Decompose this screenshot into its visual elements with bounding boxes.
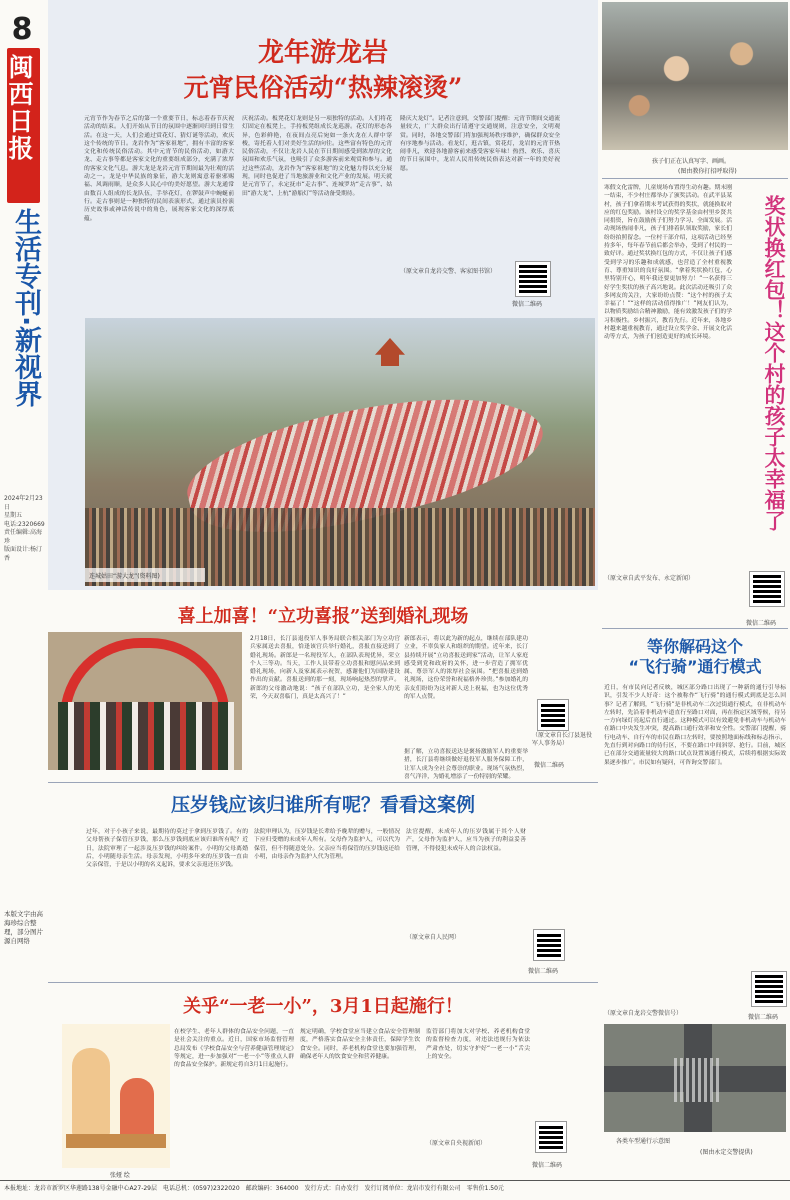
story4-end: （原文章自龙岩交警微信号）: [604, 1010, 683, 1017]
masthead-info: [4, 495, 46, 563]
divider: [602, 628, 788, 629]
divider: [602, 178, 788, 179]
story3-col-3: 据了解，立功喜报送达是褒扬激励军人的重要举措，长汀县将继续做好退役军人服务保障工作，让军人成为全社会尊崇的职业。现场气氛热烈，喜气洋洋，为婚礼增添了一份特别的荣耀。: [404, 749, 528, 780]
story5-qr-label: 微信二维码: [528, 968, 559, 975]
story4-qr-code: [752, 972, 786, 1006]
story6-end: （原文章自央视新闻）: [426, 1140, 487, 1147]
story2-title: [736, 195, 788, 565]
story3-col-2: 新郎表示，将以此为新的起点，继续在部队建功立业，不辜负家人和组织的期望。近年来，长汀县持续开展“立功喜报送到家”活动，让军人家庭感受到党和政府的关怀，进一步营造了拥军优属、尊崇军人的浓厚社会氛围。“把喜报送到婚礼现场，这份荣誉和祝福格外珍贵。”参加婚礼的亲友们纷纷为这对新人送上祝福，也为这位优秀的军人点赞。: [404, 636, 528, 701]
story6-col-1: 在校学生、老年人群体的食品安全问题，一直是社会关注的重点。近日，国家市场监督管理总局发布《学校食品安全与营养健康管理规定》等规定，进一步加强对“一老一小”等重点人群的食品安全保护。新规定将自3月1日起施行。: [174, 1029, 294, 1069]
wedding-photo: [48, 632, 242, 770]
paper-name-box: [7, 48, 40, 203]
story6-col-2: 规定明确，学校食堂应当建立食品安全管理制度，严格落实食品安全主体责任，保障学生饮食安全。同时，养老机构食堂也要加强管理，确保老年人的饮食安全和营养健康。: [300, 1029, 420, 1060]
story2-body: 寒假文化雷牌，儿童规场布置得生动有趣。期末刚一结束，不少村庄都举办了颁奖活动。在武平县某村，孩子们拿着期末考试获得的奖状，就能换取对应的红包奖励。该村设立的奖学基金由村里乡贤共同捐资，旨在鼓励孩子们努力学习、全面发展。活动现场热闹非凡，孩子们排着队领取奖励，家长们纷纷拍照留念。一位村干部介绍，这项活动已经坚持多年，每年春节前后都会举办，受到了村民的一致好评。通过奖状换红包的方式，不仅让孩子们感受到学习的乐趣和成就感，也营造了全村重视教育、尊重知识的良好氛围。“拿着奖状换红包，心里特别开心，明年我还要更加努力！”一名获得三好学生奖状的孩子高兴地说。此次活动还吸引了众多网友的关注，大家纷纷点赞：“这个村的孩子太幸福了！”“这样的活动值得推广！”网友们认为，以物质奖励结合精神激励，能有效激发孩子们的学习积极性。乡村振兴，教育先行。近年来，各地乡村越来越重视教育，通过设立奖学金、开展文化活动等方式，为孩子们创造更好的成长环境。: [604, 185, 732, 341]
story2-end: （原文章自武平发布、永定新闻）: [604, 575, 695, 582]
page-number: 8: [11, 12, 33, 47]
story4-qr-label: 微信二维码: [748, 1014, 779, 1021]
section-title: 生活专刊·新视界: [10, 208, 41, 408]
story4-photo-credit: (图由永定交警提供): [700, 1149, 753, 1156]
story4-photo-caption: 各类车型通行示意图: [616, 1138, 671, 1145]
divider: [48, 782, 598, 783]
story2-vertical-title: 奖状换红包！这个村的孩子太幸福了: [762, 195, 786, 531]
designer: 版面设计:杨汀香: [4, 546, 43, 562]
story5-end: （原文章自人民网）: [406, 934, 461, 941]
lead-col-2: 庆祝活动。板凳花灯龙则是另一项独特的活动。人们将花灯固定在板凳上，手持板凳组成长龙巡游。花灯的形态各异，色彩鲜艳，在夜间点亮后宛如一条火龙在人群中穿梭，寄托着人们对美好生活的向往。这些富有特色的元宵民俗活动，不仅让龙岩人民在节日期间感受到浓厚的文化氛围和欢乐气氛，也吸引了众多游客前来观赏和参与。通过这些活动，龙岩作为“客家祖地”的文化魅力得以充分展现，同时也促进了当地旅游业和文化产业的发展。明天就是元宵节了，永定抚市“走古事”、连城罗坊“走古事”、姑田“游大龙”、上杭“游船灯”等活动备受期待。: [242, 116, 392, 197]
issue-date: 2024年2月23日: [4, 495, 43, 511]
story5-col-2: 法院审理认为，压岁钱是长辈给予晚辈的赠与，一般情况下应归受赠的未成年人所有。父母作为监护人，可以代为保管，但不得随意处分。父亲应当将保管的压岁钱返还给小明，由母亲作为监护人代为管理。: [254, 829, 400, 860]
kids-photo-scene: [602, 2, 788, 150]
cartoon-table: [66, 1134, 166, 1148]
editor: 责任编辑:高海珍: [4, 529, 43, 545]
kids-photo-credit: (图由教你打招呼取得): [678, 168, 737, 175]
kids-photo-caption: 孩子们正在认真写字、画画。: [652, 158, 731, 165]
story3-title-bar: [48, 596, 598, 628]
pavilion: [375, 338, 405, 366]
lead-col-3: 隆庆大龙灯”。记者注意到，交警部门提醒：元宵节期间交通流量较大，广大群众出行请遵守交通规则，注意安全，文明观赏。同时，各地交警部门将加强现场秩序维护，确保群众安全有序地参与活动。看龙灯，逛古镇，赏花灯，龙岩的元宵节热闹非凡，欢迎各地游客前来感受客家年味！热烈、欢乐、喜庆的节日氛围中，龙岩人民用传统民俗表达对新一年的美好祝愿。: [400, 116, 560, 172]
story2-qr-code: [750, 572, 784, 606]
lead-col-3-end: （原文章自龙岩交警、客家图书馆）: [400, 268, 497, 275]
lead-col-1: 元宵节作为春节之后的第一个重要节日，标志着春节庆祝活动的结束。人们开始从节日的氛围中逐渐回归到日常生活。在这一天，人们会通过赏花灯、猜灯谜等活动，欢庆这个传统的节日。龙岩作为“客家祖地”，拥有丰富的客家文化和传统民俗活动。其中元宵节的民俗活动，如游大龙、走古事等都是客家文化的重要组成部分，充满了浓厚的客家文化气息。游大龙是龙岩元宵节期间最为壮观的活动之一。龙是中华民族的象征，游大龙则寓意着驱邪赐福、风调雨顺，是众多人民心中的美好愿望。游大龙通常由数百人组成的长龙队伍，手举花灯，在锣鼓声中蜿蜒前行。走古事则是一种独特的民间表演形式，通过演员扮演历史故事或神话传说中的角色，展现客家文化的深厚底蕴。: [84, 116, 234, 222]
intersection-photo: [604, 1024, 786, 1132]
story5-qr-code: [534, 930, 564, 960]
masthead: [0, 0, 46, 1180]
cartoon-elder: [72, 1048, 110, 1138]
story6-qr-code: [536, 1122, 566, 1152]
cartoon-artist: 张娅 绘: [110, 1172, 130, 1179]
footer-rule: [0, 1180, 790, 1181]
lead-title-1: 龙年游龙岩: [257, 38, 388, 68]
issue-weekday: 星期五: [4, 512, 23, 519]
cartoon-child: [120, 1078, 154, 1142]
divider: [48, 982, 598, 983]
lead-qr-label: 微信二维码: [512, 301, 543, 308]
dragon-parade-photo: [85, 318, 595, 586]
story6-title: 关乎“一老一小”，3月1日起施行！: [183, 996, 463, 1017]
story3-title: 喜上加喜！“立功喜报”送到婚礼现场: [177, 606, 469, 627]
story6-qr-label: 微信二维码: [532, 1162, 563, 1169]
story5-col-3: 法官提醒，未成年人的压岁钱属于其个人财产，父母作为监护人，应当为孩子的利益妥善管理，不得侵犯未成年人的合法权益。: [406, 829, 526, 852]
story5-title: 压岁钱应该归谁所有呢？看看这案例: [170, 794, 475, 816]
story6-col-3: 监管部门将加大对学校、养老机构食堂的监督检查力度，对违法违规行为依法严肃查处，切实守护好“一老一小”舌尖上的安全。: [426, 1029, 530, 1060]
footer-text: 本报地址：龙岩市新罗区华莲路138号金融中心A27-29层 电话总机：(0597)2322020 邮政编码：364000 发行方式：自办发行 发行订阅单位：龙岩市发行有限公司 零售价1.50元: [4, 1185, 504, 1192]
side-note: 本版文字由高海珍综合整理，部分图片源自网络: [4, 910, 43, 945]
paper-name: 闽西日报: [5, 54, 34, 162]
crosswalk: [674, 1058, 722, 1102]
photo-caption: 连城姑田“游大龙”(资料图): [89, 573, 160, 580]
cartoon-illustration: [62, 1024, 170, 1168]
story3-col-1: 2月18日，长汀县退役军人事务局联合相关部门为立功官兵家属送去喜报，恰逢该官兵举行婚礼，喜报直接送到了婚礼现场。新郎是一名现役军人，在部队表现优异，荣立个人三等功。当天，工作人员带着立功喜报和慰问品来到婚礼现场，向新人及家属表示祝贺，感谢他们为国防建设作出的贡献。喜报送到的那一刻，现场响起热烈的掌声。新郎的父母激动地说：“孩子在部队立功，是全家人的光荣，今天双喜临门，真是太高兴了！”: [250, 636, 400, 701]
story4-body: 近日，有市民向记者反映，城区部分路口出现了一种新的通行引导标识，引发不少人好奇：这个被称作“飞行骑”的通行模式到底是怎么回事？记者了解到，“飞行骑”是非机动车二次过街通行模式，在非机动车左转时，先沿着非机动车道直行至路口对面，再在指定区域等候，待另一方向绿灯亮起后直行通过。这种模式可以有效避免非机动车与机动车在路口中央发生冲突，提高路口通行效率和安全性。交警部门提醒，骑行电动车、自行车的市民在路口左转时，要按照地面标线和标志指示，先直行到对向路口的待行区，不要在路口中间斜穿、抢行。目前，城区已在部分交通流量较大的路口试点设置该通行模式，后续将根据实际效果逐步推广。市民如有疑问，可咨询交警部门。: [604, 685, 786, 766]
story3-qr-label: 微信二维码: [534, 762, 565, 769]
story3-qr-code: [538, 700, 568, 730]
story3-end: （原文章自长汀县退役军人事务局）: [532, 732, 593, 747]
phone: 电话:2320669: [4, 520, 45, 528]
story2-qr-label: 微信二维码: [746, 620, 777, 627]
lead-title-2: 元宵民俗活动“热辣滚烫”: [183, 73, 463, 102]
wedding-people: [58, 702, 234, 770]
story-lead: [48, 0, 598, 590]
lead-qr-code: [516, 262, 550, 296]
story4-title-1: 等你解码这个: [646, 637, 743, 656]
story5-col-1: 过年，对于小孩子来说，最期待的莫过于拿到压岁钱了。有的父母帮孩子保管压岁钱，那么压岁钱到底应该归谁所有呢？近日，法院审理了一起涉及压岁钱的纠纷案件。小明的父母离婚后，小明随母亲生活。母亲发现，小明多年来的压岁钱一直由父亲保管，于是以小明的名义起诉，要求父亲返还压岁钱。: [86, 829, 248, 869]
kids-photo: [602, 2, 788, 150]
story4-title-2: “飞行骑”通行模式: [628, 657, 762, 676]
